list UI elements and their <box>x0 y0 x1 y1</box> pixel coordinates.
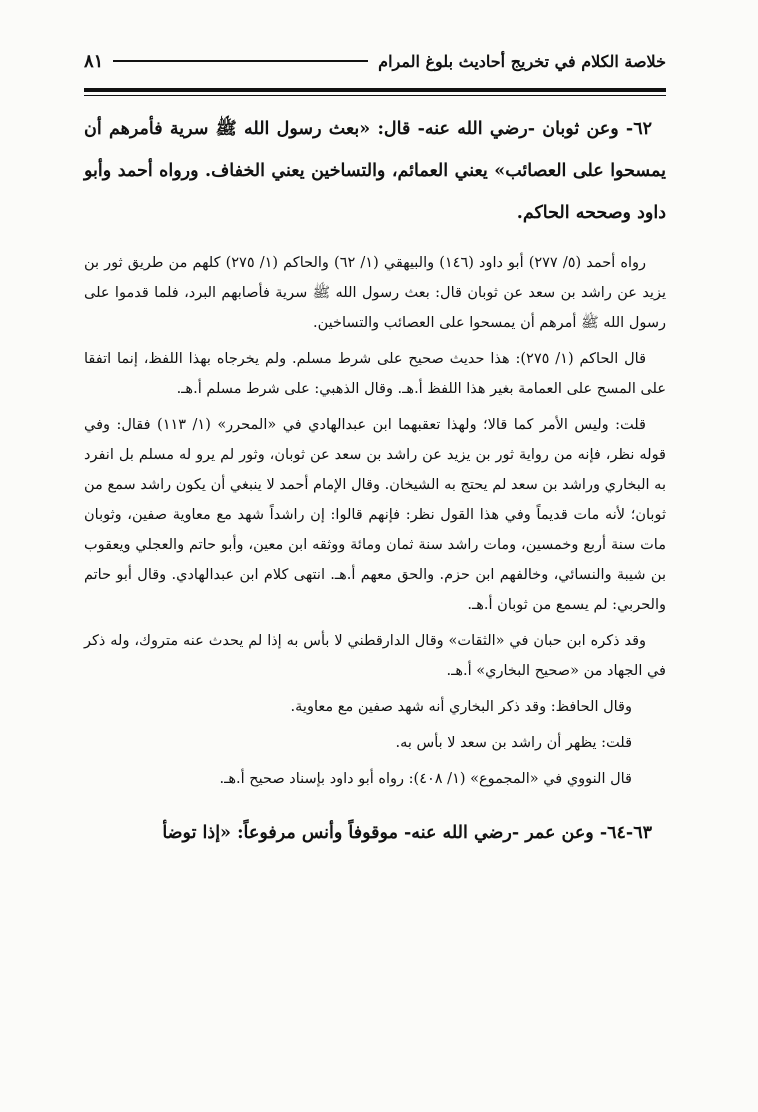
header-rule-thin <box>84 95 666 96</box>
nawawi-paragraph: قال النووي في «المجموع» (١/ ٤٠٨): رواه أبو داود بإسناد صحيح أ.هـ. <box>219 771 632 787</box>
hafiz-paragraph: وقال الحافظ: وقد ذكر البخاري أنه شهد صفين مع معاوية. <box>290 699 632 715</box>
takhrij-paragraph: رواه أحمد (٥/ ٢٧٧) أبو داود (١٤٦) والبيهقي (١/ ٦٢) والحاكم (١/ ٢٧٥) كلهم من طريق ثور بن يزيد عن راشد بن سعد عن ثوبان قال: بعث رسول الله ﷺ سرية فأصابهم البرد، فلما قدموا على رسول الله ﷺ أمرهم أن يمسحوا على العصائب والتساخين. <box>84 255 666 331</box>
running-title: خلاصة الكلام في تخريج أحاديث بلوغ المرام <box>378 51 666 71</box>
page-number: ٨١ <box>84 50 104 72</box>
hadith-62: ٦٢- وعن ثوبان -رضي الله عنه- قال: «بعث رسول الله ﷺ سرية فأمرهم أن يمسحوا على العصائب» يعني العمائم، والتساخين يعني الخفاف. ورواه أحمد وأبو داود وصححه الحاكم. <box>84 119 666 223</box>
hakim-quote-paragraph: قال الحاكم (١/ ٢٧٥): هذا حديث صحيح على شرط مسلم. ولم يخرجاه بهذا اللفظ، إنما اتفقا على المسح على العمامة بغير هذا اللفظ أ.هـ. وقال الذهبي: على شرط مسلم أ.هـ. <box>84 351 666 397</box>
ibn-hibban-paragraph: وقد ذكره ابن حبان في «الثقات» وقال الدارقطني لا بأس به إذا لم يحدث عنه متروك، وله ذكر في الجهاد من «صحيح البخاري» أ.هـ. <box>84 633 666 679</box>
hadith-63-64: ٦٣-٦٤- وعن عمر -رضي الله عنه- موقوفاً وأنس مرفوعاً: «إذا توضأ <box>162 823 652 843</box>
running-header <box>84 46 666 76</box>
page-body <box>84 108 666 854</box>
header-line <box>113 60 368 62</box>
discussion-paragraph: قلت: وليس الأمر كما قالا؛ ولهذا تعقبهما ابن عبدالهادي في «المحرر» (١/ ١١٣) فقال: وفي قوله نظر، فإنه من رواية ثور بن يزيد عن راشد بن سعد عن ثوبان، وثور لم يرو له مسلم بل انفرد به البخاري وراشد بن سعد لم يحتج به الشيخان. وقال الإمام أحمد لا ينبغي أن يكون راشد سمع من ثوبان؛ لأنه مات قديماً وفي هذا القول نظر: فإنهم قالوا: إن راشداً شهد مع معاوية صفين، وثوبان مات سنة أربع وخمسين، ومات راشد سنة ثمان ومائة ووثقه ابن معين، وأبو حاتم والعجلي ويعقوب بن شيبة والنسائي، وخالفهم ابن حزم. والحق معهم أ.هـ. انتهى كلام ابن عبدالهادي. وقال أبو حاتم والحربي: لم يسمع من ثوبان أ.هـ. <box>84 417 666 613</box>
conclusion-paragraph: قلت: يظهر أن راشد بن سعد لا بأس به. <box>395 735 632 751</box>
header-rule-thick <box>84 88 666 92</box>
